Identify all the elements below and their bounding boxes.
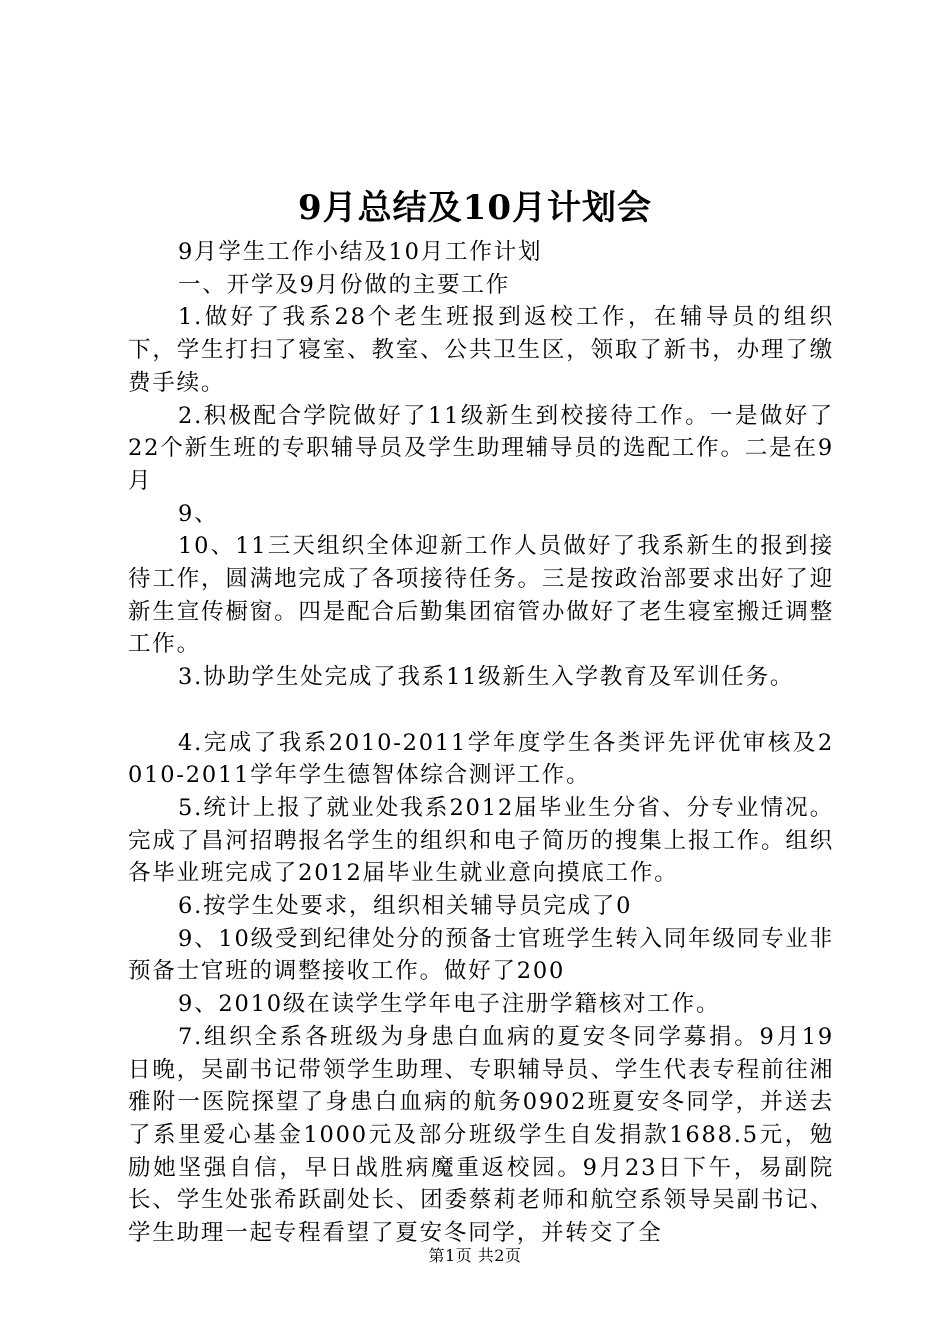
paragraph-item-2-continued: 10、11三天组织全体迎新工作人员做好了我系新生的报到接待工作，圆满地完成了各项接待任务。三是按政治部要求出好了迎新生宣传橱窗。四是配合后勤集团宿管办做好了老生寝室搬迁调整工作。: [128, 533, 834, 658]
paragraph-item-6: 6.按学生处要求，组织相关辅导员完成了0: [178, 893, 633, 920]
paragraph-heading: 9月学生工作小结及10月工作计划: [178, 239, 543, 265]
blank-line: [128, 694, 834, 727]
paragraph-item-1: 1.做好了我系28个老生班报到返校工作，在辅导员的组织下，学生打扫了寝室、教室、公共卫生区，领取了新书，办理了缴费手续。: [128, 304, 834, 396]
paragraph-section-heading: 一、开学及9月份做的主要工作: [178, 271, 511, 298]
paragraph-item-3: 3.协助学生处完成了我系11级新生入学教育及军训任务。: [178, 664, 795, 691]
paragraph-item-6-end: 9、2010级在读学生学年电子注册学籍核对工作。: [178, 991, 721, 1018]
page-footer: 第1页 共2页: [428, 1246, 522, 1265]
document-body: [128, 236, 834, 1250]
document-title: 9月总结及10月计划会: [298, 188, 652, 228]
paragraph-item-6-continued: 9、10级受到纪律处分的预备士官班学生转入同年级同专业非预备士官班的调整接收工作。做好了200: [128, 925, 834, 985]
paragraph-item-4: 4.完成了我系2010-2011学年度学生各类评先评优审核及2010-2011学年学生德智体综合测评工作。: [128, 729, 834, 789]
paragraph-item-7: 7.组织全系各班级为身患白血病的夏安冬同学募捐。9月19日晚，吴副书记带领学生助理、专职辅导员、学生代表专程前往湘雅附一医院探望了身患白血病的航务0902班夏安冬同学，并送去了系里爱心基金1000元及部分班级学生自发捐款1688.5元，勉励她坚强自信，早日战胜病魔重返校园。9月23日下午，易副院长、学生处张希跃副处长、团委蔡莉老师和航空系领导吴副书记、学生助理一起专程看望了夏安冬同学，并转交了全: [128, 1023, 834, 1247]
paragraph-item-5: 5.统计上报了就业处我系2012届毕业生分省、分专业情况。完成了昌河招聘报名学生的组织和电子简历的搜集上报工作。组织各毕业班完成了2012届毕业生就业意向摸底工作。: [128, 794, 834, 887]
paragraph-fragment: 9、: [178, 500, 219, 527]
paragraph-item-2: 2.积极配合学院做好了11级新生到校接待工作。一是做好了22个新生班的专职辅导员及学生助理辅导员的选配工作。二是在9月: [128, 402, 834, 494]
